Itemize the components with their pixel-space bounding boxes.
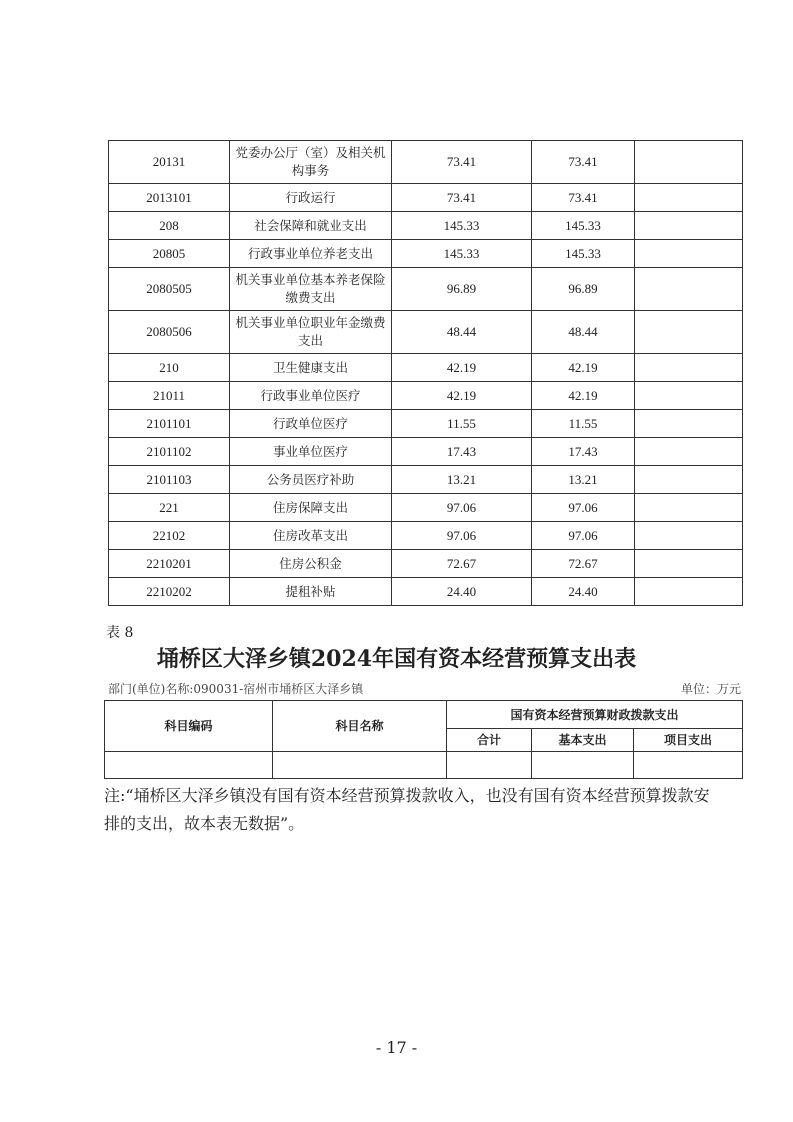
cell-basic: 42.19 <box>532 382 635 410</box>
cell-total: 42.19 <box>392 354 532 382</box>
header-row <box>105 701 743 729</box>
cell-project <box>635 578 743 606</box>
cell-name: 行政事业单位医疗 <box>230 382 392 410</box>
cell-code: 2080505 <box>109 268 230 311</box>
cell-basic: 73.41 <box>532 141 635 184</box>
table-row <box>109 382 743 410</box>
cell <box>634 752 743 779</box>
cell-name: 事业单位医疗 <box>230 438 392 466</box>
cell-total: 11.55 <box>392 410 532 438</box>
cell-project <box>635 184 743 212</box>
cell <box>532 752 634 779</box>
cell-code: 2101101 <box>109 410 230 438</box>
table-row <box>109 184 743 212</box>
cell <box>105 752 273 779</box>
cell <box>273 752 447 779</box>
cell-basic: 97.06 <box>532 494 635 522</box>
cell-basic: 97.06 <box>532 522 635 550</box>
cell-name: 住房公积金 <box>230 550 392 578</box>
cell-name: 机关事业单位基本养老保险缴费支出 <box>230 268 392 311</box>
cell-project <box>635 522 743 550</box>
cell-code: 221 <box>109 494 230 522</box>
cell-total: 73.41 <box>392 184 532 212</box>
department-name: 部门(单位)名称:090031-宿州市埇桥区大泽乡镇 <box>108 682 364 696</box>
cell-name: 行政事业单位养老支出 <box>230 240 392 268</box>
table-row <box>109 578 743 606</box>
cell-code: 2101102 <box>109 438 230 466</box>
cell-basic: 73.41 <box>532 184 635 212</box>
cell-name: 行政运行 <box>230 184 392 212</box>
table-label: 表 8 <box>106 625 134 641</box>
empty-data-row <box>105 752 743 779</box>
cell-name: 卫生健康支出 <box>230 354 392 382</box>
cell-project <box>635 410 743 438</box>
state-capital-budget-table <box>104 700 743 779</box>
cell-project <box>635 550 743 578</box>
cell-basic: 48.44 <box>532 311 635 354</box>
table-row <box>109 212 743 240</box>
cell-code: 20131 <box>109 141 230 184</box>
cell-name: 机关事业单位职业年金缴费支出 <box>230 311 392 354</box>
cell-total: 97.06 <box>392 494 532 522</box>
unit-label: 单位：万元 <box>680 682 741 696</box>
cell-basic: 72.67 <box>532 550 635 578</box>
header-name: 科目名称 <box>273 701 447 752</box>
cell-code: 20805 <box>109 240 230 268</box>
cell-basic: 145.33 <box>532 240 635 268</box>
cell-project <box>635 382 743 410</box>
cell-code: 2013101 <box>109 184 230 212</box>
table-row <box>109 494 743 522</box>
cell-name: 社会保障和就业支出 <box>230 212 392 240</box>
cell-total: 96.89 <box>392 268 532 311</box>
cell-project <box>635 354 743 382</box>
cell-code: 2080506 <box>109 311 230 354</box>
header-basic: 基本支出 <box>532 729 634 752</box>
cell-total: 42.19 <box>392 382 532 410</box>
expenditure-table-continued <box>108 140 743 606</box>
cell-name: 住房改革支出 <box>230 522 392 550</box>
table-row <box>109 438 743 466</box>
cell-project <box>635 438 743 466</box>
cell-basic: 24.40 <box>532 578 635 606</box>
table-row <box>109 410 743 438</box>
cell-total: 48.44 <box>392 311 532 354</box>
header-group: 国有资本经营预算财政拨款支出 <box>447 701 743 729</box>
cell-code: 208 <box>109 212 230 240</box>
cell-project <box>635 494 743 522</box>
cell-total: 24.40 <box>392 578 532 606</box>
page-number: - 17 - <box>375 1038 418 1057</box>
table-row <box>109 550 743 578</box>
cell-total: 145.33 <box>392 212 532 240</box>
table-title: 埇桥区大泽乡镇2024年国有资本经营预算支出表 <box>156 646 637 672</box>
cell-basic: 11.55 <box>532 410 635 438</box>
cell-basic: 96.89 <box>532 268 635 311</box>
table-row <box>109 354 743 382</box>
cell-name: 行政单位医疗 <box>230 410 392 438</box>
cell-project <box>635 141 743 184</box>
table-row <box>109 522 743 550</box>
cell-basic: 13.21 <box>532 466 635 494</box>
cell-basic: 42.19 <box>532 354 635 382</box>
cell-code: 21011 <box>109 382 230 410</box>
table-row <box>109 311 743 354</box>
cell-total: 97.06 <box>392 522 532 550</box>
cell-total: 72.67 <box>392 550 532 578</box>
cell-code: 2210202 <box>109 578 230 606</box>
cell-name: 公务员医疗补助 <box>230 466 392 494</box>
cell-code: 22102 <box>109 522 230 550</box>
cell-total: 13.21 <box>392 466 532 494</box>
header-total: 合计 <box>447 729 532 752</box>
table-row <box>109 141 743 184</box>
header-project: 项目支出 <box>634 729 743 752</box>
table-row <box>109 466 743 494</box>
cell-project <box>635 268 743 311</box>
cell-project <box>635 240 743 268</box>
cell <box>447 752 532 779</box>
cell-total: 145.33 <box>392 240 532 268</box>
cell-total: 17.43 <box>392 438 532 466</box>
cell-project <box>635 212 743 240</box>
cell-total: 73.41 <box>392 141 532 184</box>
table-row <box>109 240 743 268</box>
table-row <box>109 268 743 311</box>
cell-code: 2210201 <box>109 550 230 578</box>
cell-name: 党委办公厅（室）及相关机构事务 <box>230 141 392 184</box>
cell-code: 2101103 <box>109 466 230 494</box>
cell-basic: 17.43 <box>532 438 635 466</box>
cell-project <box>635 311 743 354</box>
cell-name: 提租补贴 <box>230 578 392 606</box>
cell-basic: 145.33 <box>532 212 635 240</box>
table-note: 注:“埇桥区大泽乡镇没有国有资本经营预算拨款收入，也没有国有资本经营预算拨款安排的支出，故本表无数据”。 <box>104 786 710 833</box>
cell-name: 住房保障支出 <box>230 494 392 522</box>
header-code: 科目编码 <box>105 701 273 752</box>
cell-code: 210 <box>109 354 230 382</box>
cell-project <box>635 466 743 494</box>
